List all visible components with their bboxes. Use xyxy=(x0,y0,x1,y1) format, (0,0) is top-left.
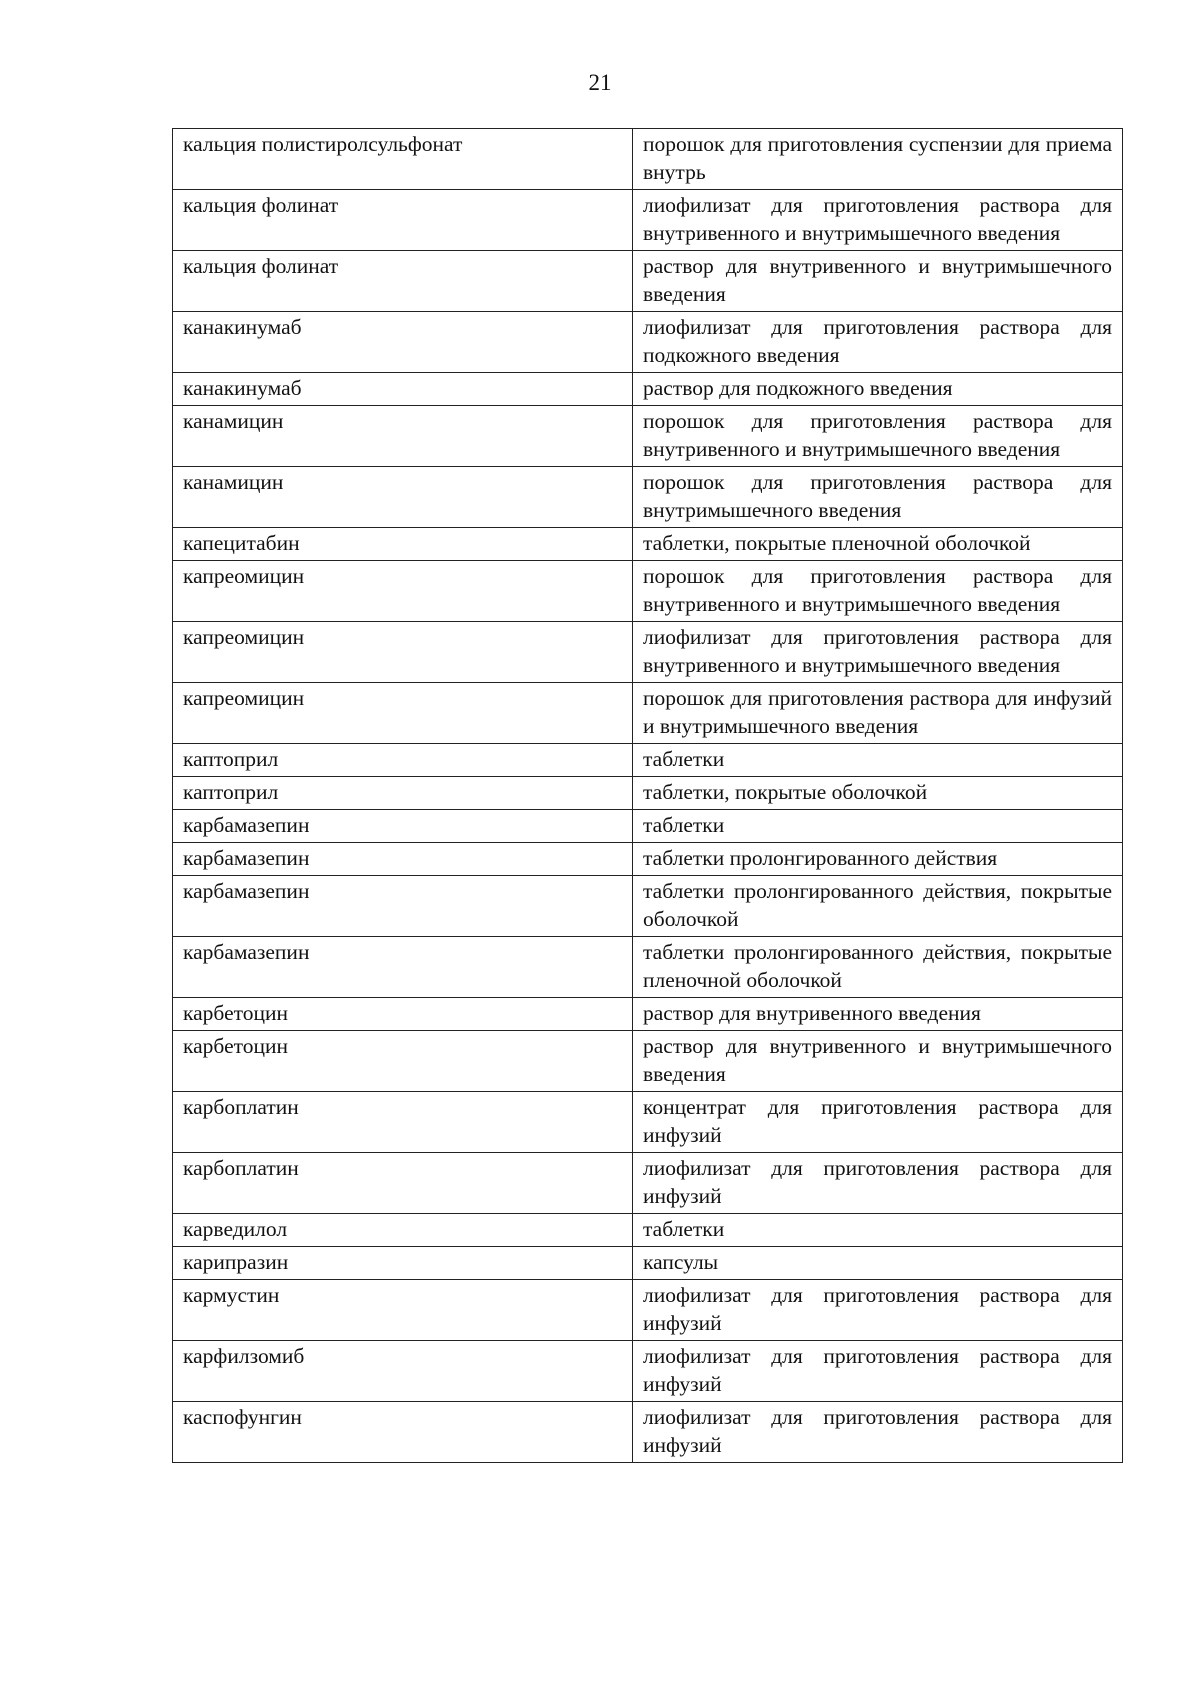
dosage-form-cell: таблетки пролонгированного действия, покрытые оболочкой xyxy=(633,876,1123,937)
dosage-form-cell: таблетки пролонгированного действия xyxy=(633,843,1123,876)
table-row xyxy=(173,937,1123,998)
drug-name-cell: карипразин xyxy=(173,1247,633,1280)
drug-name-cell: каптоприл xyxy=(173,777,633,810)
drug-table-body xyxy=(173,129,1123,1463)
drug-name-cell: кальция фолинат xyxy=(173,251,633,312)
drug-name-cell: капреомицин xyxy=(173,683,633,744)
dosage-form-cell: лиофилизат для приготовления раствора для подкожного введения xyxy=(633,312,1123,373)
table-row xyxy=(173,1153,1123,1214)
dosage-form-cell: таблетки xyxy=(633,1214,1123,1247)
drug-name-cell: канакинумаб xyxy=(173,373,633,406)
table-row xyxy=(173,998,1123,1031)
dosage-form-cell: таблетки, покрытые оболочкой xyxy=(633,777,1123,810)
drug-name-cell: карфилзомиб xyxy=(173,1341,633,1402)
dosage-form-cell: лиофилизат для приготовления раствора для инфузий xyxy=(633,1341,1123,1402)
drug-name-cell: карбамазепин xyxy=(173,876,633,937)
table-row xyxy=(173,312,1123,373)
dosage-form-cell: лиофилизат для приготовления раствора для инфузий xyxy=(633,1153,1123,1214)
dosage-form-cell: таблетки, покрытые пленочной оболочкой xyxy=(633,528,1123,561)
table-row xyxy=(173,622,1123,683)
drug-name-cell: карбетоцин xyxy=(173,998,633,1031)
table-row xyxy=(173,1341,1123,1402)
table-row xyxy=(173,1402,1123,1463)
dosage-form-cell: раствор для подкожного введения xyxy=(633,373,1123,406)
dosage-form-cell: порошок для приготовления раствора для внутривенного и внутримышечного введения xyxy=(633,561,1123,622)
drug-name-cell: карбоплатин xyxy=(173,1153,633,1214)
table-row xyxy=(173,406,1123,467)
table-row xyxy=(173,129,1123,190)
table-row xyxy=(173,1280,1123,1341)
dosage-form-cell: лиофилизат для приготовления раствора для инфузий xyxy=(633,1402,1123,1463)
drug-name-cell: каптоприл xyxy=(173,744,633,777)
drug-name-cell: капреомицин xyxy=(173,561,633,622)
dosage-form-cell: порошок для приготовления раствора для внутримышечного введения xyxy=(633,467,1123,528)
drug-name-cell: карведилол xyxy=(173,1214,633,1247)
dosage-form-cell: капсулы xyxy=(633,1247,1123,1280)
drug-name-cell: карбамазепин xyxy=(173,843,633,876)
dosage-form-cell: порошок для приготовления раствора для инфузий и внутримышечного введения xyxy=(633,683,1123,744)
table-row xyxy=(173,683,1123,744)
table-row xyxy=(173,1214,1123,1247)
dosage-form-cell: порошок для приготовления суспензии для приема внутрь xyxy=(633,129,1123,190)
table-row xyxy=(173,1092,1123,1153)
drug-name-cell: капецитабин xyxy=(173,528,633,561)
table-row xyxy=(173,843,1123,876)
page-number: 21 xyxy=(588,70,612,95)
dosage-form-cell: таблетки xyxy=(633,810,1123,843)
dosage-form-cell: концентрат для приготовления раствора для инфузий xyxy=(633,1092,1123,1153)
drug-name-cell: канакинумаб xyxy=(173,312,633,373)
drug-name-cell: каспофунгин xyxy=(173,1402,633,1463)
table-row xyxy=(173,1031,1123,1092)
dosage-form-cell: раствор для внутривенного и внутримышечного введения xyxy=(633,251,1123,312)
table-row xyxy=(173,373,1123,406)
dosage-form-cell: лиофилизат для приготовления раствора для инфузий xyxy=(633,1280,1123,1341)
drug-name-cell: карбетоцин xyxy=(173,1031,633,1092)
drug-name-cell: кальция полистиролсульфонат xyxy=(173,129,633,190)
table-row xyxy=(173,744,1123,777)
dosage-form-cell: таблетки xyxy=(633,744,1123,777)
drug-name-cell: карбоплатин xyxy=(173,1092,633,1153)
table-row xyxy=(173,810,1123,843)
dosage-form-cell: порошок для приготовления раствора для внутривенного и внутримышечного введения xyxy=(633,406,1123,467)
drug-table xyxy=(172,128,1123,1463)
dosage-form-cell: раствор для внутривенного и внутримышечного введения xyxy=(633,1031,1123,1092)
dosage-form-cell: раствор для внутривенного введения xyxy=(633,998,1123,1031)
table-row xyxy=(173,1247,1123,1280)
dosage-form-cell: лиофилизат для приготовления раствора для внутривенного и внутримышечного введения xyxy=(633,622,1123,683)
table-row xyxy=(173,190,1123,251)
table-row xyxy=(173,528,1123,561)
table-row xyxy=(173,467,1123,528)
drug-name-cell: капреомицин xyxy=(173,622,633,683)
table-row xyxy=(173,777,1123,810)
dosage-form-cell: лиофилизат для приготовления раствора для внутривенного и внутримышечного введения xyxy=(633,190,1123,251)
drug-name-cell: канамицин xyxy=(173,467,633,528)
dosage-form-cell: таблетки пролонгированного действия, покрытые пленочной оболочкой xyxy=(633,937,1123,998)
table-row xyxy=(173,561,1123,622)
table-row xyxy=(173,251,1123,312)
table-row xyxy=(173,876,1123,937)
drug-name-cell: карбамазепин xyxy=(173,937,633,998)
drug-name-cell: канамицин xyxy=(173,406,633,467)
drug-name-cell: карбамазепин xyxy=(173,810,633,843)
drug-name-cell: кармустин xyxy=(173,1280,633,1341)
drug-name-cell: кальция фолинат xyxy=(173,190,633,251)
